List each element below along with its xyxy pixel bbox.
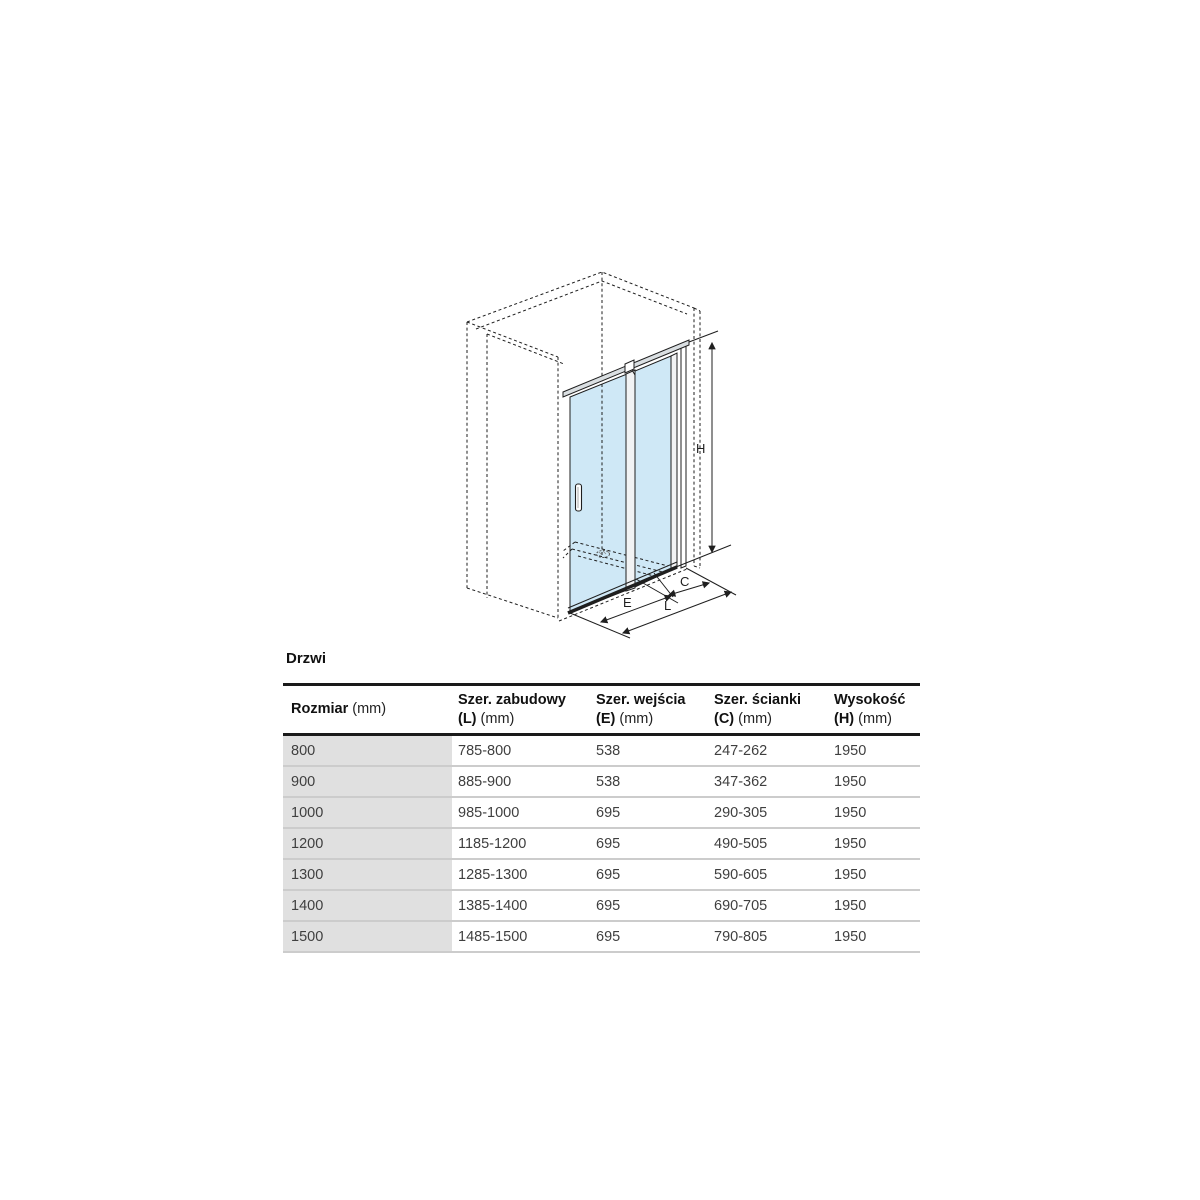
section-title: Drzwi — [286, 650, 327, 667]
glass-panel-right — [635, 356, 671, 587]
table-cell: 695 — [590, 921, 708, 952]
table-cell: 1285-1300 — [452, 859, 590, 890]
table-row — [283, 828, 920, 859]
dim-label-l: L — [664, 598, 672, 613]
glass-panels — [570, 356, 671, 612]
table-cell: 1950 — [828, 859, 920, 890]
size-table — [283, 683, 920, 953]
table-cell: 538 — [590, 766, 708, 797]
table-row — [283, 890, 920, 921]
table-cell: 690-705 — [708, 890, 828, 921]
table-cell: 290-305 — [708, 797, 828, 828]
size-table-header — [283, 685, 920, 735]
table-row — [283, 735, 920, 767]
table-cell: 695 — [590, 859, 708, 890]
table-cell: 885-900 — [452, 766, 590, 797]
table-cell: 1500 — [283, 921, 452, 952]
dimension-l-arrow — [623, 592, 731, 633]
column-header-4: Wysokość (H) (mm) — [828, 685, 920, 735]
table-cell: 1185-1200 — [452, 828, 590, 859]
table-cell: 790-805 — [708, 921, 828, 952]
table-cell: 695 — [590, 890, 708, 921]
table-cell: 1485-1500 — [452, 921, 590, 952]
table-cell: 1000 — [283, 797, 452, 828]
table-cell: 1950 — [828, 828, 920, 859]
table-cell: 590-605 — [708, 859, 828, 890]
table-cell: 1300 — [283, 859, 452, 890]
table-cell: 695 — [590, 828, 708, 859]
table-cell: 695 — [590, 797, 708, 828]
table-cell: 1950 — [828, 890, 920, 921]
table-cell: 900 — [283, 766, 452, 797]
table-cell: 1400 — [283, 890, 452, 921]
table-row — [283, 859, 920, 890]
column-header-2: Szer. wejścia (E) (mm) — [590, 685, 708, 735]
dim-label-c: C — [680, 574, 690, 589]
table-cell: 1385-1400 — [452, 890, 590, 921]
table-row — [283, 766, 920, 797]
table-cell: 1200 — [283, 828, 452, 859]
table-cell: 1950 — [828, 735, 920, 767]
door-handle — [576, 484, 582, 511]
dim-label-h: H — [696, 441, 706, 456]
dim-label-e: E — [623, 595, 632, 610]
table-cell: 347-362 — [708, 766, 828, 797]
table-row — [283, 921, 920, 952]
table-cell: 247-262 — [708, 735, 828, 767]
table-cell: 490-505 — [708, 828, 828, 859]
column-header-0: Rozmiar (mm) — [283, 685, 452, 735]
table-cell: 1950 — [828, 797, 920, 828]
table-cell: 785-800 — [452, 735, 590, 767]
shower-door-diagram — [440, 255, 780, 665]
header-row — [283, 685, 920, 735]
table-cell: 985-1000 — [452, 797, 590, 828]
table-row — [283, 797, 920, 828]
column-header-3: Szer. ścianki (C) (mm) — [708, 685, 828, 735]
table-cell: 1950 — [828, 921, 920, 952]
table-cell: 800 — [283, 735, 452, 767]
size-table-body — [283, 735, 920, 953]
table-cell: 538 — [590, 735, 708, 767]
table-cell: 1950 — [828, 766, 920, 797]
column-header-1: Szer. zabudowy (L) (mm) — [452, 685, 590, 735]
